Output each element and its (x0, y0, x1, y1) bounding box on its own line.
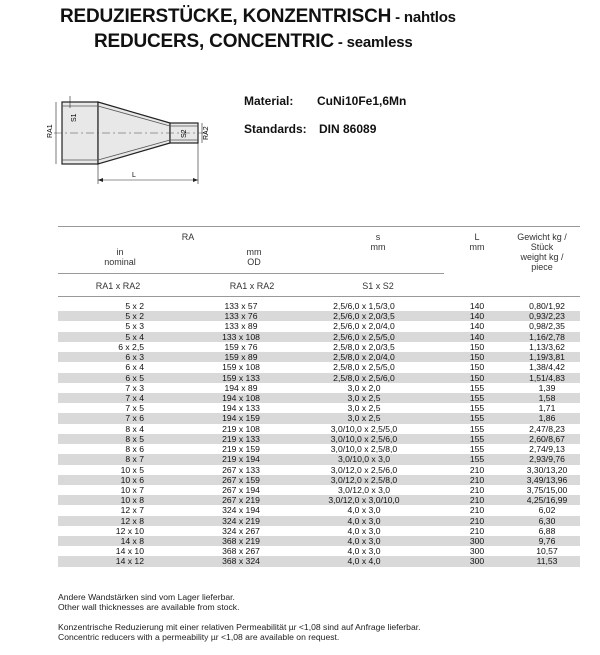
cell-wall: 4,0 x 3,0 (347, 515, 381, 526)
cell-length: 300 (469, 536, 485, 547)
table-row (58, 516, 580, 526)
standards-value: DIN 86089 (319, 122, 377, 136)
cell-weight: 2,60/8,67 (529, 433, 565, 444)
cell-weight: 1,86 (538, 413, 556, 424)
header-top-rule (58, 226, 580, 227)
cell-wall: 3,0/10,0 x 2,5/8,0 (330, 444, 398, 455)
cell-od: 194 x 159 (222, 413, 260, 424)
table-row (58, 393, 580, 403)
subheader-od: RA1 x RA2 (229, 281, 275, 291)
cell-length: 210 (469, 484, 485, 495)
cell-nominal: 14 x 8 (120, 536, 144, 547)
cell-length: 155 (469, 454, 485, 465)
cell-od: 159 x 108 (222, 362, 260, 373)
cell-wall: 3,0/12,0 x 2,5/8,0 (330, 474, 398, 485)
cell-wall: 3,0 x 2,5 (347, 403, 381, 414)
cell-nominal: 8 x 7 (125, 454, 144, 465)
cell-weight: 3,30/13,20 (526, 464, 568, 475)
cell-wall: 3,0/10,0 x 2,5/5,0 (330, 423, 398, 434)
cell-weight: 1,19/3,81 (529, 352, 565, 363)
table-row (58, 362, 580, 372)
header-ra: RA (181, 232, 195, 242)
table-row (58, 311, 580, 321)
cell-length: 300 (469, 556, 485, 567)
cell-weight: 1,58 (538, 392, 556, 403)
cell-od: 267 x 133 (222, 464, 260, 475)
cell-od: 368 x 219 (222, 536, 260, 547)
cell-weight: 1,51/4,83 (529, 372, 565, 383)
cell-weight: 2,93/9,76 (529, 454, 565, 465)
cell-length: 155 (469, 392, 485, 403)
note-english-1: Other wall thicknesses are available from stock. (58, 602, 240, 612)
header-od-mm: mm (246, 247, 262, 257)
table-row (58, 556, 580, 566)
note-german-2: Konzentrische Reduzierung mit einer relativen Permeabilität µr <1,08 sind auf Anfrage lieferbar. (58, 622, 421, 632)
cell-nominal: 10 x 5 (120, 464, 144, 475)
cell-wall: 2,5/8,0 x 2,0/4,0 (333, 352, 395, 363)
table-row (58, 475, 580, 485)
cell-nominal: 10 x 8 (120, 495, 144, 506)
cell-wall: 3,0/12,0 x 3,0 (337, 484, 391, 495)
cell-length: 155 (469, 423, 485, 434)
cell-nominal: 5 x 2 (125, 311, 144, 322)
cell-nominal: 6 x 3 (125, 352, 144, 363)
cell-nominal: 14 x 12 (115, 556, 144, 567)
cell-od: 368 x 267 (222, 546, 260, 557)
cell-nominal: 10 x 7 (120, 484, 144, 495)
table-row (58, 454, 580, 464)
cell-weight: 2,74/9,13 (529, 444, 565, 455)
note-german-1: Andere Wandstärken sind vom Lager lieferbar. (58, 592, 235, 602)
cell-od: 159 x 89 (224, 352, 258, 363)
cell-od: 219 x 159 (222, 444, 260, 455)
table-row (58, 301, 580, 311)
cell-od: 324 x 219 (222, 515, 260, 526)
cell-od: 194 x 133 (222, 403, 260, 414)
standards-label: Standards: (244, 122, 307, 136)
table-row (58, 342, 580, 352)
table-row (58, 321, 580, 331)
cell-length: 140 (469, 331, 485, 342)
cell-length: 150 (469, 362, 485, 373)
cell-length: 210 (469, 474, 485, 485)
cell-nominal: 12 x 10 (115, 525, 144, 536)
cell-od: 159 x 76 (224, 341, 258, 352)
cell-length: 155 (469, 403, 485, 414)
cell-weight: 6,88 (538, 525, 556, 536)
cell-nominal: 5 x 3 (125, 321, 144, 332)
cell-length: 155 (469, 382, 485, 393)
reducer-drawing (47, 86, 220, 196)
subheader-nominal: RA1 x RA2 (95, 281, 141, 291)
cell-length: 210 (469, 495, 485, 506)
cell-nominal: 7 x 5 (125, 403, 144, 414)
cell-nominal: 10 x 6 (120, 474, 144, 485)
cell-weight: 1,71 (538, 403, 556, 414)
table-row (58, 332, 580, 342)
cell-od: 219 x 108 (222, 423, 260, 434)
cell-wall: 4,0 x 4,0 (347, 556, 381, 567)
table-row (58, 536, 580, 546)
cell-length: 150 (469, 341, 485, 352)
table-row (58, 465, 580, 475)
cell-nominal: 14 x 10 (115, 546, 144, 557)
cell-od: 324 x 194 (222, 505, 260, 516)
material-value: CuNi10Fe1,6Mn (317, 94, 407, 108)
header-l-mm: mm (469, 242, 485, 252)
table-row (58, 485, 580, 495)
cell-weight: 1,39 (538, 382, 556, 393)
header-mid-rule (58, 273, 444, 274)
cell-od: 194 x 89 (224, 382, 258, 393)
label-ra2: RA2 (203, 126, 210, 140)
cell-weight: 6,30 (538, 515, 556, 526)
cell-weight: 1,38/4,42 (529, 362, 565, 373)
title-english-main: REDUCERS, CONCENTRIC (94, 31, 334, 52)
cell-wall: 4,0 x 3,0 (347, 546, 381, 557)
note-english-2: Concentric reducers with a permeability µr <1,08 are available on request. (58, 632, 340, 642)
cell-nominal: 8 x 4 (125, 423, 144, 434)
cell-weight: 10,57 (536, 546, 558, 557)
title-german-sub: - nahtlos (391, 9, 456, 26)
header-in: in (116, 247, 124, 257)
cell-od: 133 x 89 (224, 321, 258, 332)
cell-wall: 3,0/12,0 x 3,0/10,0 (328, 495, 400, 506)
cell-wall: 4,0 x 3,0 (347, 525, 381, 536)
cell-nominal: 7 x 6 (125, 413, 144, 424)
cell-length: 210 (469, 515, 485, 526)
cell-length: 210 (469, 505, 485, 516)
cell-od: 133 x 76 (224, 311, 258, 322)
cell-wall: 2,5/8,0 x 2,0/3,5 (333, 341, 395, 352)
cell-nominal: 6 x 2,5 (118, 341, 144, 352)
cell-od: 133 x 108 (222, 331, 260, 342)
cell-nominal: 8 x 6 (125, 444, 144, 455)
cell-weight: 0,98/2,35 (529, 321, 565, 332)
subheader-s: S1 x S2 (362, 281, 394, 291)
cell-length: 300 (469, 546, 485, 557)
cell-length: 155 (469, 433, 485, 444)
cell-od: 194 x 108 (222, 392, 260, 403)
cell-wall: 3,0 x 2,0 (347, 382, 381, 393)
header-nominal: nominal (104, 257, 136, 267)
table-row (58, 424, 580, 434)
cell-weight: 9,76 (538, 536, 556, 547)
header-l: L (474, 232, 480, 242)
table-row (58, 373, 580, 383)
table-row (58, 413, 580, 423)
cell-weight: 0,80/1,92 (529, 301, 565, 311)
cell-wall: 2,5/8,0 x 2,5/6,0 (333, 372, 395, 383)
label-ra1: RA1 (47, 124, 54, 138)
cell-nominal: 6 x 4 (125, 362, 144, 373)
cell-length: 155 (469, 444, 485, 455)
table-row (58, 444, 580, 454)
header-bottom-rule (58, 296, 580, 297)
table-row (58, 546, 580, 556)
table-row (58, 505, 580, 515)
cell-length: 140 (469, 301, 485, 311)
cell-weight: 4,25/16,99 (526, 495, 568, 506)
cell-nominal: 8 x 5 (125, 433, 144, 444)
cell-wall: 2,5/6,0 x 2,0/4,0 (333, 321, 395, 332)
table-row (58, 495, 580, 505)
header-weight-3: weight kg / (520, 252, 564, 262)
cell-weight: 6,02 (538, 505, 556, 516)
cell-length: 210 (469, 525, 485, 536)
cell-weight: 1,13/3,62 (529, 341, 565, 352)
cell-wall: 3,0/10,0 x 3,0 (337, 454, 391, 465)
cell-nominal: 5 x 2 (125, 301, 144, 311)
header-weight-1: Gewicht kg / (517, 232, 567, 242)
cell-od: 368 x 324 (222, 556, 260, 567)
cell-wall: 2,5/8,0 x 2,5/5,0 (333, 362, 395, 373)
cell-od: 267 x 159 (222, 474, 260, 485)
cell-wall: 2,5/6,0 x 2,5/5,0 (333, 331, 395, 342)
header-s: s (375, 232, 381, 242)
header-weight-2: Stück (530, 242, 554, 252)
cell-weight: 2,47/8,23 (529, 423, 565, 434)
cell-length: 155 (469, 413, 485, 424)
cell-nominal: 5 x 4 (125, 331, 144, 342)
cell-length: 140 (469, 321, 485, 332)
cell-od: 324 x 267 (222, 525, 260, 536)
cell-od: 159 x 133 (222, 372, 260, 383)
cell-length: 150 (469, 352, 485, 363)
cell-od: 267 x 194 (222, 484, 260, 495)
header-od: OD (247, 257, 261, 267)
table-row (58, 434, 580, 444)
table-row (58, 352, 580, 362)
cell-weight: 3,75/15,00 (526, 484, 568, 495)
cell-od: 267 x 219 (222, 495, 260, 506)
cell-wall: 4,0 x 3,0 (347, 536, 381, 547)
title-german-main: REDUZIERSTÜCKE, KONZENTRISCH (60, 6, 392, 27)
title-english-sub: - seamless (333, 34, 413, 51)
cell-wall: 2,5/6,0 x 2,0/3,5 (333, 311, 395, 322)
table-row (58, 383, 580, 393)
cell-weight: 1,16/2,78 (529, 331, 565, 342)
cell-od: 133 x 57 (224, 301, 258, 311)
cell-wall: 4,0 x 3,0 (347, 505, 381, 516)
cell-weight: 11,53 (536, 556, 558, 567)
label-s2: S2 (181, 129, 188, 138)
table-row (58, 526, 580, 536)
material-label: Material: (244, 94, 294, 108)
cell-od: 219 x 194 (222, 454, 260, 465)
title-english (94, 31, 413, 53)
header-s-mm: mm (370, 242, 386, 252)
cell-nominal: 7 x 4 (125, 392, 144, 403)
cell-nominal: 6 x 5 (125, 372, 144, 383)
cell-wall: 3,0 x 2,5 (347, 392, 381, 403)
header-weight-4: piece (531, 262, 553, 272)
cell-wall: 3,0/10,0 x 2,5/6,0 (330, 433, 398, 444)
cell-nominal: 12 x 8 (120, 515, 144, 526)
cell-wall: 3,0/12,0 x 2,5/6,0 (330, 464, 398, 475)
cell-od: 219 x 133 (222, 433, 260, 444)
cell-wall: 2,5/6,0 x 1,5/3,0 (333, 301, 395, 311)
cell-weight: 0,93/2,23 (529, 311, 565, 322)
data-table (58, 301, 580, 567)
label-s1: S1 (71, 113, 78, 122)
cell-nominal: 7 x 3 (125, 382, 144, 393)
cell-wall: 3,0 x 2,5 (347, 413, 381, 424)
cell-weight: 3,49/13,96 (526, 474, 568, 485)
cell-nominal: 12 x 7 (120, 505, 144, 516)
title-german (60, 6, 456, 28)
cell-length: 140 (469, 311, 485, 322)
label-l: L (132, 172, 136, 179)
cell-length: 150 (469, 372, 485, 383)
cell-length: 210 (469, 464, 485, 475)
table-row (58, 403, 580, 413)
